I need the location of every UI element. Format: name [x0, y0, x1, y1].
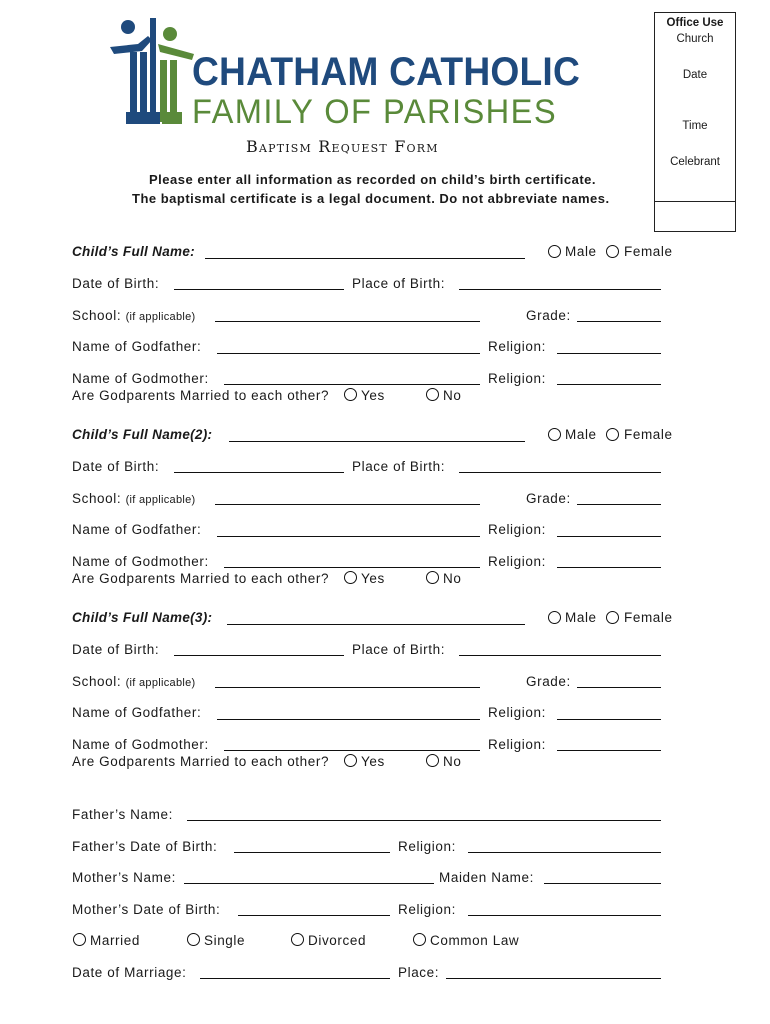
married-yes-radio[interactable]: [344, 754, 357, 767]
father-religion-label: Religion:: [398, 839, 456, 854]
office-church-label: Church: [676, 33, 714, 45]
godmother-label: Name of Godmother:: [72, 737, 209, 752]
dob-label: Date of Birth:: [72, 642, 160, 657]
godfather-religion-field[interactable]: [557, 719, 661, 720]
child-name-label: Child’s Full Name(2):: [72, 427, 213, 442]
office-celebrant-label: Celebrant: [670, 156, 720, 168]
male-radio[interactable]: [548, 245, 561, 258]
godfather-label: Name of Godfather:: [72, 522, 202, 537]
father-name-field[interactable]: [187, 820, 661, 821]
child-name-field[interactable]: [227, 624, 525, 625]
father-religion-field[interactable]: [468, 852, 661, 853]
godmother-label: Name of Godmother:: [72, 371, 209, 386]
status-married-radio[interactable]: [73, 933, 86, 946]
godmother-field[interactable]: [224, 750, 480, 751]
grade-label: Grade:: [526, 308, 571, 323]
office-divider: [655, 201, 735, 202]
no-label: No: [443, 571, 462, 586]
status-common-law-label: Common Law: [430, 933, 520, 948]
grade-field[interactable]: [577, 687, 661, 688]
godmother-label: Name of Godmother:: [72, 554, 209, 569]
marriage-place-field[interactable]: [446, 978, 661, 979]
male-label: Male: [565, 427, 597, 442]
godmother-field[interactable]: [224, 567, 480, 568]
godfather-religion-label: Religion:: [488, 705, 546, 720]
school-text: School:: [72, 674, 122, 689]
instruction-line2: The baptismal certificate is a legal document. Do not abbreviate names.: [132, 191, 610, 206]
child-name-label: Child’s Full Name:: [72, 244, 195, 259]
married-no-radio[interactable]: [426, 388, 439, 401]
mother-dob-label: Mother’s Date of Birth:: [72, 902, 221, 917]
godmother-religion-label: Religion:: [488, 554, 546, 569]
grade-field[interactable]: [577, 504, 661, 505]
no-label: No: [443, 388, 462, 403]
mother-name-field[interactable]: [184, 883, 434, 884]
godfather-label: Name of Godfather:: [72, 339, 202, 354]
office-date-label: Date: [682, 69, 708, 81]
school-note: (if applicable): [125, 494, 196, 506]
godfather-field[interactable]: [217, 719, 480, 720]
status-single-label: Single: [204, 933, 246, 948]
marriage-place-label: Place:: [398, 965, 440, 980]
female-radio[interactable]: [606, 428, 619, 441]
no-label: No: [443, 754, 462, 769]
father-dob-field[interactable]: [234, 852, 390, 853]
yes-label: Yes: [361, 571, 385, 586]
godfather-religion-field[interactable]: [557, 353, 661, 354]
dob-field[interactable]: [174, 289, 344, 290]
instruction-line1: Please enter all information as recorded on child’s birth certificate.: [149, 172, 597, 187]
pob-field[interactable]: [459, 289, 661, 290]
male-label: Male: [565, 610, 597, 625]
female-label: Female: [624, 427, 673, 442]
grade-label: Grade:: [526, 674, 571, 689]
godfather-field[interactable]: [217, 536, 480, 537]
godparents-married-question: Are Godparents Married to each other?: [72, 754, 330, 769]
married-yes-radio[interactable]: [344, 571, 357, 584]
pob-field[interactable]: [459, 472, 661, 473]
godmother-religion-field[interactable]: [557, 384, 661, 385]
mother-religion-field[interactable]: [468, 915, 661, 916]
status-common-law-radio[interactable]: [413, 933, 426, 946]
godmother-religion-field[interactable]: [557, 750, 661, 751]
dob-field[interactable]: [174, 472, 344, 473]
pob-label: Place of Birth:: [352, 276, 446, 291]
logo-line1: CHATHAM CATHOLIC: [192, 50, 581, 94]
male-radio[interactable]: [548, 428, 561, 441]
school-label: [72, 491, 196, 506]
office-time-label: Time: [682, 120, 708, 132]
grade-label: Grade:: [526, 491, 571, 506]
logo-line2: FAMILY OF PARISHES: [192, 93, 558, 131]
parish-figures-icon: [108, 14, 198, 126]
dob-label: Date of Birth:: [72, 459, 160, 474]
office-use-heading: Office Use: [666, 17, 724, 29]
godfather-religion-label: Religion:: [488, 339, 546, 354]
mother-name-label: Mother’s Name:: [72, 870, 176, 885]
child-name-field[interactable]: [205, 258, 525, 259]
maiden-name-field[interactable]: [544, 883, 661, 884]
mother-religion-label: Religion:: [398, 902, 456, 917]
school-field[interactable]: [215, 504, 480, 505]
pob-field[interactable]: [459, 655, 661, 656]
status-single-radio[interactable]: [187, 933, 200, 946]
female-label: Female: [624, 244, 673, 259]
status-divorced-radio[interactable]: [291, 933, 304, 946]
father-dob-label: Father’s Date of Birth:: [72, 839, 218, 854]
male-radio[interactable]: [548, 611, 561, 624]
godmother-religion-label: Religion:: [488, 737, 546, 752]
dob-label: Date of Birth:: [72, 276, 160, 291]
godfather-label: Name of Godfather:: [72, 705, 202, 720]
mother-dob-field[interactable]: [238, 915, 390, 916]
yes-label: Yes: [361, 754, 385, 769]
office-use-box: [654, 12, 736, 232]
school-label: [72, 674, 196, 689]
child-name-field[interactable]: [229, 441, 525, 442]
pob-label: Place of Birth:: [352, 642, 446, 657]
godfather-religion-label: Religion:: [488, 522, 546, 537]
school-text: School:: [72, 308, 122, 323]
godfather-field[interactable]: [217, 353, 480, 354]
school-note: (if applicable): [125, 311, 196, 323]
godmother-religion-label: Religion:: [488, 371, 546, 386]
married-no-radio[interactable]: [426, 571, 439, 584]
godparents-married-question: Are Godparents Married to each other?: [72, 571, 330, 586]
school-label: [72, 308, 196, 323]
godmother-field[interactable]: [224, 384, 480, 385]
grade-field[interactable]: [577, 321, 661, 322]
married-no-radio[interactable]: [426, 754, 439, 767]
status-married-label: Married: [90, 933, 140, 948]
yes-label: Yes: [361, 388, 385, 403]
male-label: Male: [565, 244, 597, 259]
maiden-name-label: Maiden Name:: [439, 870, 534, 885]
school-field[interactable]: [215, 321, 480, 322]
female-label: Female: [624, 610, 673, 625]
married-yes-radio[interactable]: [344, 388, 357, 401]
godfather-religion-field[interactable]: [557, 536, 661, 537]
dob-field[interactable]: [174, 655, 344, 656]
godmother-religion-field[interactable]: [557, 567, 661, 568]
school-text: School:: [72, 491, 122, 506]
date-of-marriage-label: Date of Marriage:: [72, 965, 187, 980]
status-divorced-label: Divorced: [308, 933, 367, 948]
date-of-marriage-field[interactable]: [200, 978, 390, 979]
female-radio[interactable]: [606, 611, 619, 624]
school-field[interactable]: [215, 687, 480, 688]
child-name-label: Child’s Full Name(3):: [72, 610, 213, 625]
female-radio[interactable]: [606, 245, 619, 258]
pob-label: Place of Birth:: [352, 459, 446, 474]
form-title: Baptism Request Form: [246, 137, 439, 156]
school-note: (if applicable): [125, 677, 196, 689]
father-name-label: Father’s Name:: [72, 807, 173, 822]
godparents-married-question: Are Godparents Married to each other?: [72, 388, 330, 403]
